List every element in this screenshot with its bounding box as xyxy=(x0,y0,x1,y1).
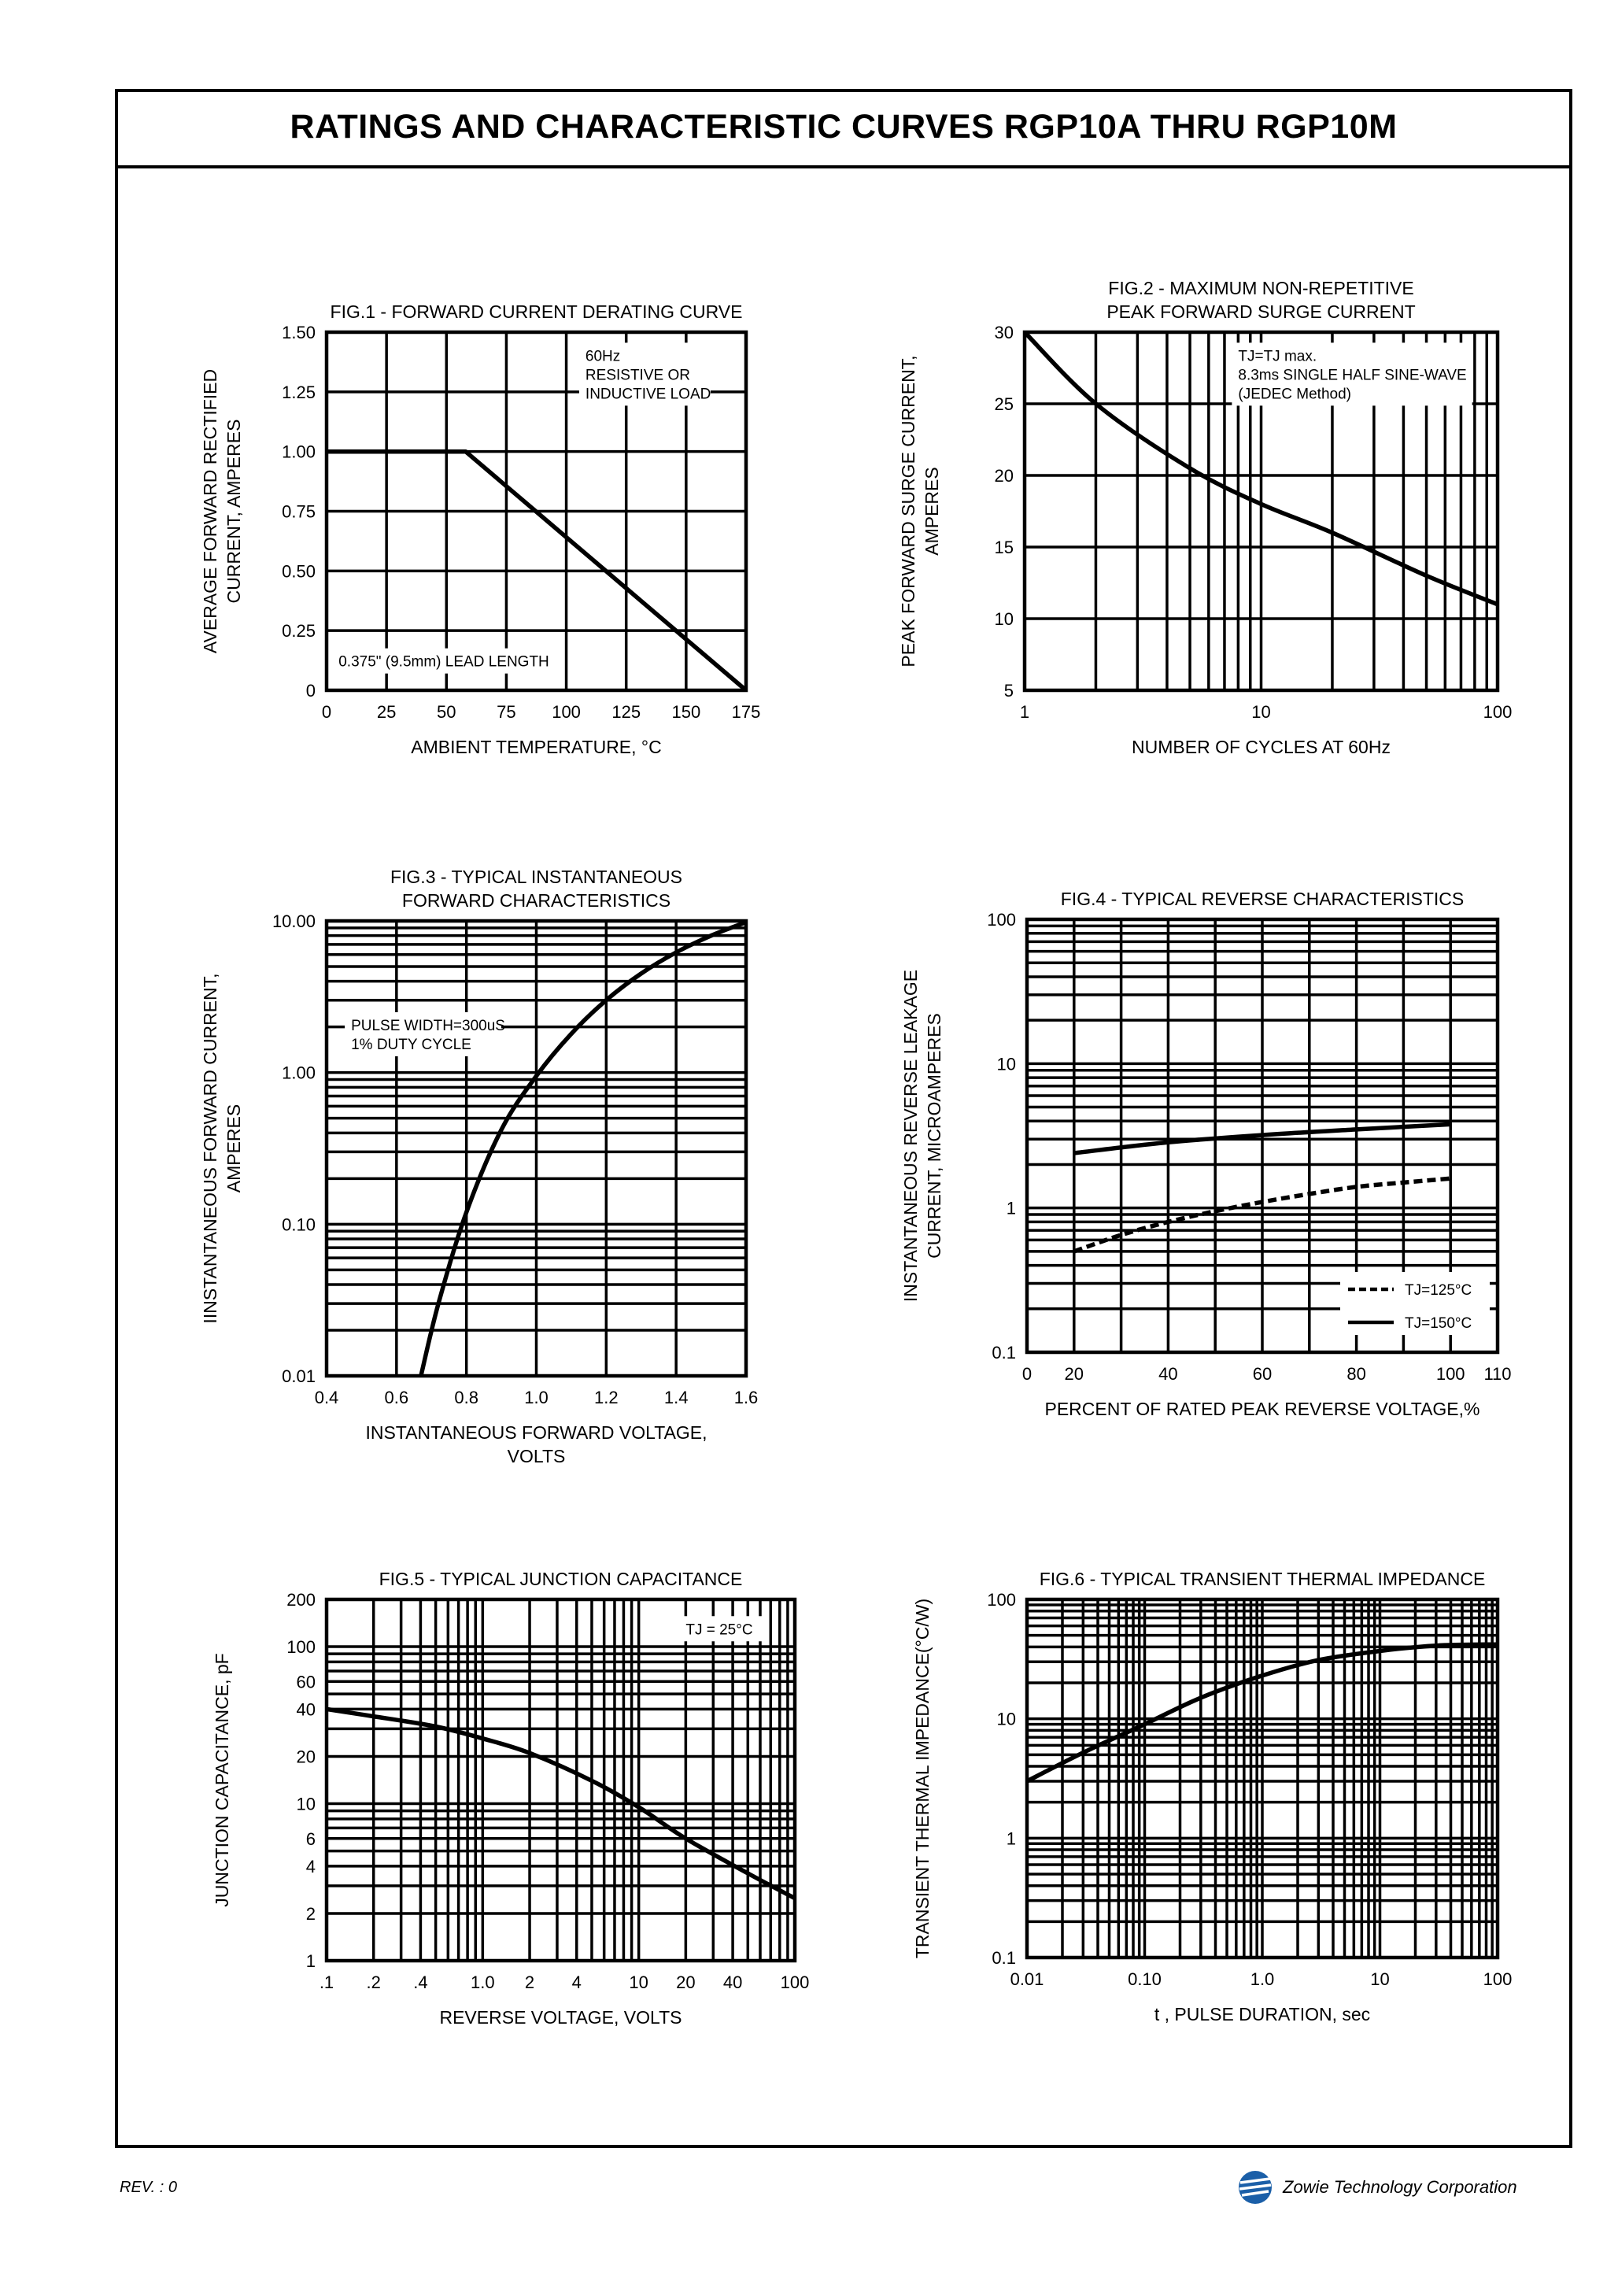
fig2-y-tick-label: 20 xyxy=(994,466,1014,486)
fig4-x-tick-label: 60 xyxy=(1252,1364,1273,1384)
fig3-y-tick-label: 1.00 xyxy=(282,1063,316,1083)
fig4-x-tick-label: 20 xyxy=(1064,1364,1084,1384)
fig2-x-axis-label: NUMBER OF CYCLES AT 60Hz xyxy=(1132,737,1391,757)
fig5-title: FIG.5 - TYPICAL JUNCTION CAPACITANCE xyxy=(379,1569,743,1589)
fig5-x-tick-label: 20 xyxy=(676,1972,696,1992)
fig2-title: FIG.2 - MAXIMUM NON-REPETITIVE xyxy=(1108,278,1414,298)
fig3-y-tick-label: 0.10 xyxy=(282,1215,316,1235)
fig4-x-tick-label: 0 xyxy=(1021,1364,1032,1384)
fig3-series-line xyxy=(421,922,746,1376)
fig3-title: FIG.3 - TYPICAL INSTANTANEOUS xyxy=(390,867,683,887)
fig5-x-tick-label: .4 xyxy=(413,1972,428,1992)
fig6-y-tick-label: 1 xyxy=(1006,1828,1016,1849)
fig2-y-tick-label: 10 xyxy=(994,609,1014,629)
company-brand xyxy=(1237,2168,1517,2206)
fig2-annotation-text: (JEDEC Method) xyxy=(1238,386,1351,403)
fig2-annotation-text: TJ=TJ max. xyxy=(1238,348,1317,365)
fig5-y-tick-label: 100 xyxy=(286,1637,316,1658)
fig6-title: FIG.6 - TYPICAL TRANSIENT THERMAL IMPEDANCE xyxy=(1039,1569,1486,1589)
fig3-annotation-text: PULSE WIDTH=300uS xyxy=(351,1017,505,1034)
fig5-y-tick-label: 200 xyxy=(286,1590,316,1610)
fig2-y-tick-label: 30 xyxy=(994,323,1014,342)
fig4-x-axis-label: PERCENT OF RATED PEAK REVERSE VOLTAGE,% xyxy=(1044,1399,1480,1419)
fig4-legend-label: TJ=150°C xyxy=(1405,1315,1472,1332)
fig3-y-tick-label: 10.00 xyxy=(272,911,316,931)
fig1-y-tick-label: 0 xyxy=(305,681,316,701)
fig6-y-tick-label: 100 xyxy=(987,1590,1016,1610)
page-title: RATINGS AND CHARACTERISTIC CURVES RGP10A THRU RGP10M xyxy=(290,108,1398,146)
fig3-y-tick-label: 0.01 xyxy=(282,1366,316,1386)
fig2-y-axis-label: AMPERES xyxy=(922,467,942,556)
fig1-chart xyxy=(200,301,760,757)
fig3-x-tick-label: 1.0 xyxy=(524,1388,549,1407)
fig4-x-tick-label: 40 xyxy=(1158,1364,1178,1384)
fig1-annotation-text: 60Hz xyxy=(585,348,621,365)
fig4-x-tick-label: 80 xyxy=(1346,1364,1366,1384)
fig5-y-tick-label: 2 xyxy=(305,1903,316,1924)
company-logo-icon xyxy=(1237,2169,1273,2205)
fig5-x-tick-label: .1 xyxy=(319,1972,334,1992)
fig5-x-tick-label: 2 xyxy=(524,1972,535,1992)
fig2-annotation-text: 8.3ms SINGLE HALF SINE-WAVE xyxy=(1238,367,1467,384)
fig1-x-tick-label: 25 xyxy=(376,702,397,722)
fig4-y-tick-label: 100 xyxy=(987,910,1016,930)
fig1-x-tick-label: 75 xyxy=(497,702,516,722)
fig5-y-tick-label: 40 xyxy=(296,1699,316,1720)
fig6-x-axis-label: t , PULSE DURATION, sec xyxy=(1154,2004,1371,2024)
fig3-x-tick-label: 0.6 xyxy=(384,1388,409,1407)
fig1-y-tick-label: 0.50 xyxy=(282,561,316,582)
fig1-y-tick-label: 1.50 xyxy=(282,323,316,342)
fig6-y-axis-label: TRANSIENT THERMAL IMPEDANCE(°C/W) xyxy=(912,1598,933,1959)
fig5-chart xyxy=(212,1569,809,2028)
fig4-y-tick-label: 1 xyxy=(1006,1198,1016,1218)
fig5-x-tick-label: .2 xyxy=(366,1972,381,1992)
fig4-title: FIG.4 - TYPICAL REVERSE CHARACTERISTICS xyxy=(1060,889,1465,909)
fig2-y-tick-label: 15 xyxy=(994,538,1014,557)
fig2-y-axis-label: PEAK FORWARD SURGE CURRENT, xyxy=(898,355,918,667)
fig2-x-tick-label: 10 xyxy=(1251,702,1271,722)
fig3-x-tick-label: 1.2 xyxy=(594,1388,619,1407)
fig6-x-tick-label: 0.10 xyxy=(1128,1969,1162,1989)
fig6-chart xyxy=(912,1569,1512,2024)
fig1-y-axis-label: AVERAGE FORWARD RECTIFIED xyxy=(200,368,220,654)
fig3-x-tick-label: 0.8 xyxy=(454,1388,478,1407)
fig1-x-tick-label: 50 xyxy=(437,702,456,722)
fig1-y-tick-label: 0.25 xyxy=(282,621,316,641)
fig4-y-axis-label: CURRENT, MICROAMPERES xyxy=(924,1013,944,1259)
fig1-y-tick-label: 0.75 xyxy=(282,501,316,522)
fig5-x-axis-label: REVERSE VOLTAGE, VOLTS xyxy=(439,2007,682,2028)
fig1-x-tick-label: 175 xyxy=(731,702,761,722)
fig1-annotation-text: RESISTIVE OR xyxy=(585,367,690,384)
fig3-y-axis-label: IINSTANTANEOUS FORWARD CURRENT, xyxy=(200,973,220,1324)
fig3-y-axis-label: AMPERES xyxy=(223,1104,244,1193)
fig3-x-tick-label: 1.6 xyxy=(733,1388,759,1407)
fig1-annotation-text: 0.375" (9.5mm) LEAD LENGTH xyxy=(338,653,549,671)
fig6-y-tick-label: 0.1 xyxy=(992,1948,1016,1968)
fig4-y-tick-label: 10 xyxy=(996,1054,1016,1074)
fig1-x-tick-label: 150 xyxy=(671,702,701,722)
fig2-y-tick-label: 25 xyxy=(994,394,1014,414)
fig4-y-axis-label: INSTANTANEOUS REVERSE LEAKAGE xyxy=(900,969,921,1303)
fig5-y-tick-label: 60 xyxy=(296,1672,316,1692)
fig1-y-tick-label: 1.00 xyxy=(282,442,316,462)
fig1-x-tick-label: 0 xyxy=(321,702,332,722)
fig5-y-tick-label: 10 xyxy=(296,1794,316,1814)
fig2-x-tick-label: 1 xyxy=(1019,702,1030,722)
fig5-x-tick-label: 10 xyxy=(629,1972,648,1992)
fig3-x-axis-label: INSTANTANEOUS FORWARD VOLTAGE, xyxy=(365,1422,707,1443)
fig2-y-tick-label: 5 xyxy=(1003,681,1014,701)
fig4-x-tick-label: 100 xyxy=(1435,1364,1465,1384)
fig4-x-tick-label: 110 xyxy=(1483,1364,1512,1384)
fig5-y-tick-label: 4 xyxy=(305,1856,316,1876)
fig5-y-axis-label: JUNCTION CAPACITANCE, pF xyxy=(212,1653,232,1907)
fig6-x-tick-label: 0.01 xyxy=(1010,1969,1044,1989)
company-name: Zowie Technology Corporation xyxy=(1283,2177,1517,2197)
fig5-y-tick-label: 1 xyxy=(305,1951,316,1971)
fig4-chart xyxy=(900,889,1512,1419)
fig5-x-tick-label: 4 xyxy=(571,1972,582,1992)
fig3-x-tick-label: 0.4 xyxy=(314,1388,339,1407)
fig4-y-tick-label: 0.1 xyxy=(992,1343,1016,1362)
fig2-x-tick-label: 100 xyxy=(1483,702,1513,722)
fig6-x-tick-label: 100 xyxy=(1483,1969,1513,1989)
fig3-title: FORWARD CHARACTERISTICS xyxy=(401,890,671,911)
fig1-annotation-text: INDUCTIVE LOAD xyxy=(585,386,711,403)
fig5-x-tick-label: 40 xyxy=(722,1972,743,1992)
fig1-x-axis-label: AMBIENT TEMPERATURE, °C xyxy=(411,737,662,757)
fig1-y-axis-label: CURRENT, AMPERES xyxy=(223,419,244,604)
fig6-x-tick-label: 1.0 xyxy=(1250,1969,1275,1989)
revision-label: REV. : 0 xyxy=(120,2179,177,2196)
fig3-x-axis-label: VOLTS xyxy=(507,1446,566,1466)
fig3-x-tick-label: 1.4 xyxy=(663,1388,689,1407)
fig3-annotation-text: 1% DUTY CYCLE xyxy=(351,1036,471,1053)
fig6-y-tick-label: 10 xyxy=(996,1709,1016,1729)
fig4-legend-label: TJ=125°C xyxy=(1405,1282,1472,1299)
fig5-y-tick-label: 20 xyxy=(296,1747,316,1767)
fig1-y-tick-label: 1.25 xyxy=(282,382,316,402)
fig1-title: FIG.1 - FORWARD CURRENT DERATING CURVE xyxy=(330,301,743,322)
fig5-x-tick-label: 100 xyxy=(780,1972,810,1992)
fig2-chart xyxy=(898,278,1512,757)
fig5-x-tick-label: 1.0 xyxy=(471,1972,495,1992)
fig2-title: PEAK FORWARD SURGE CURRENT xyxy=(1106,301,1416,322)
fig5-y-tick-label: 6 xyxy=(305,1828,316,1849)
fig1-x-tick-label: 125 xyxy=(611,702,641,722)
fig3-chart xyxy=(200,867,758,1466)
fig6-x-tick-label: 10 xyxy=(1370,1969,1390,1989)
fig1-x-tick-label: 100 xyxy=(552,702,581,722)
fig5-annotation-text: TJ = 25°C xyxy=(685,1621,753,1639)
